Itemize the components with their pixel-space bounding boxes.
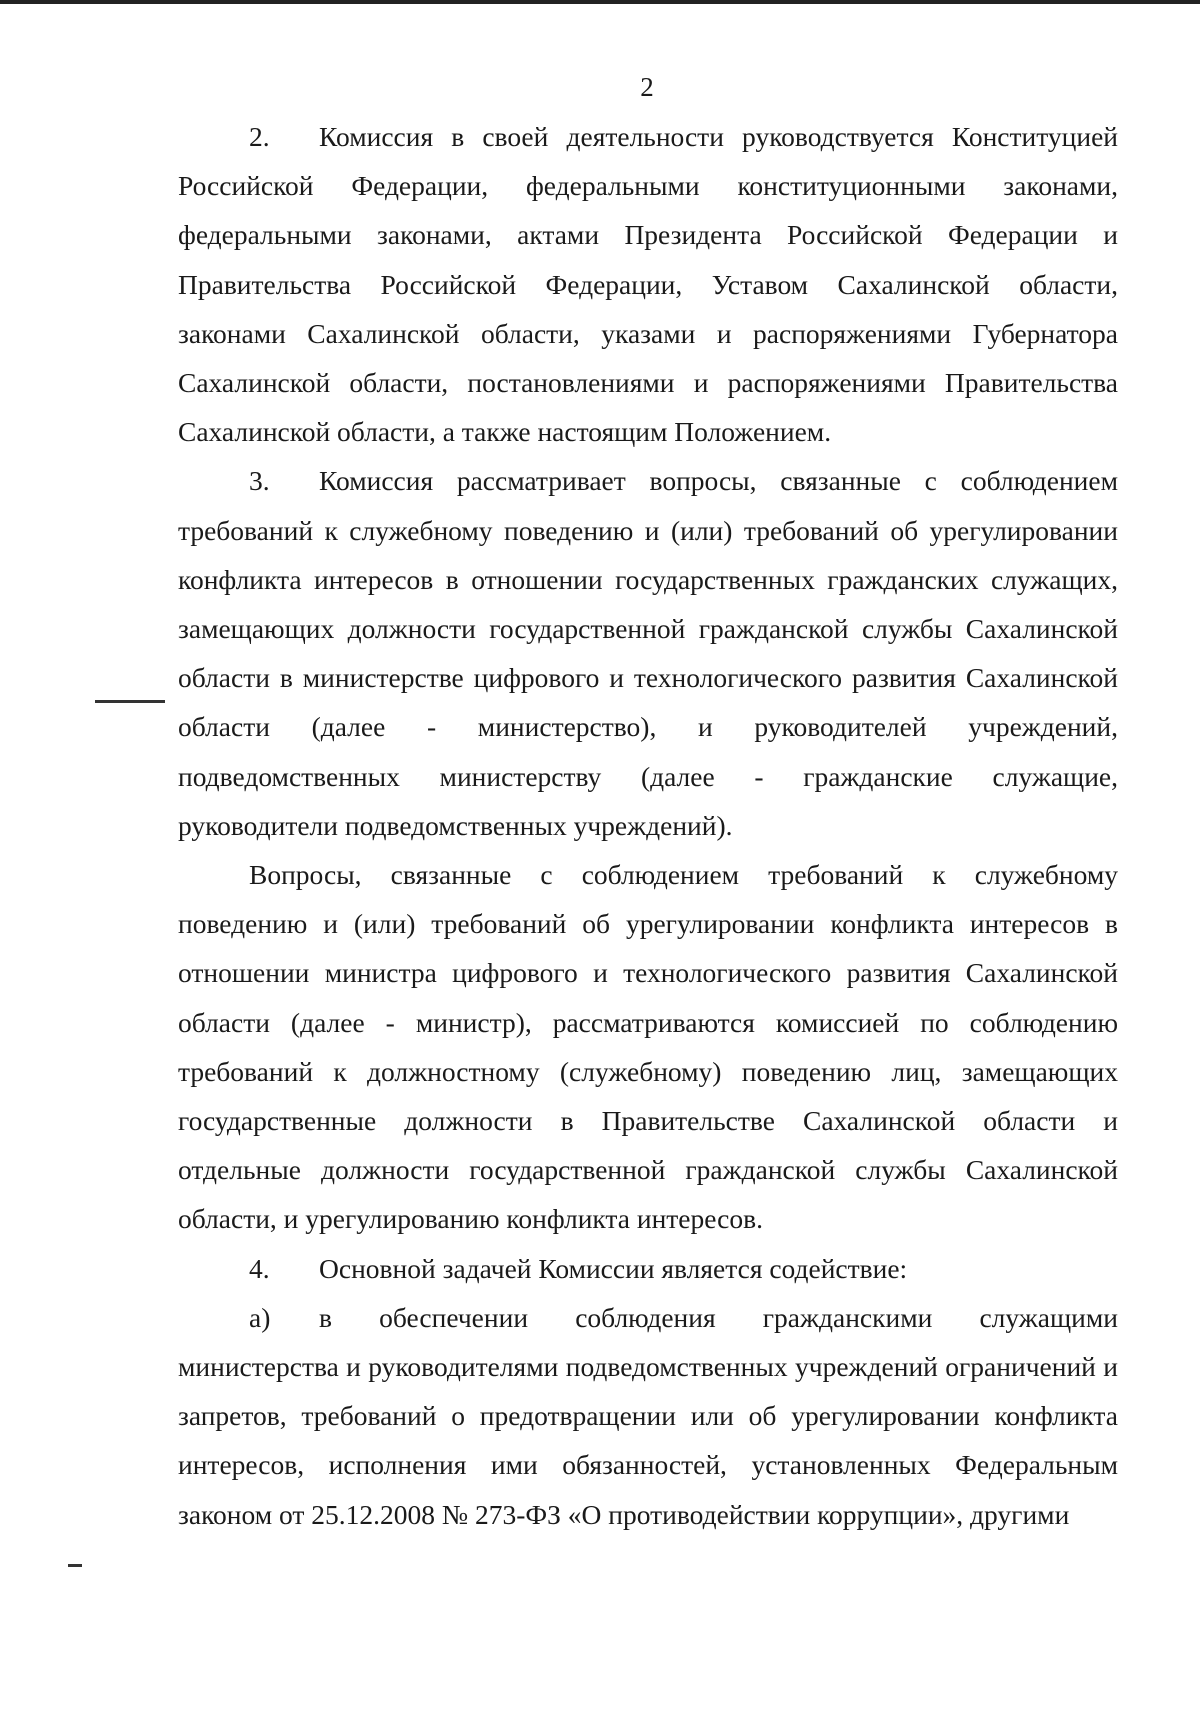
paragraph-3-continued bbox=[178, 850, 1118, 1244]
paragraph-number: 3. bbox=[249, 465, 270, 497]
subparagraph-a bbox=[178, 1293, 1118, 1539]
page-number: 2 bbox=[640, 72, 654, 102]
top-border-line bbox=[0, 0, 1200, 4]
document-body bbox=[178, 112, 1118, 1539]
scan-artifact-mark bbox=[95, 700, 165, 703]
paragraph-text: Основной задачей Комиссии является содействие: bbox=[319, 1252, 908, 1284]
paragraph-3 bbox=[178, 456, 1118, 850]
paragraph-2 bbox=[178, 112, 1118, 456]
paragraph-number: 4. bbox=[249, 1252, 270, 1284]
paragraph-number: 2. bbox=[249, 121, 270, 152]
scan-artifact-mark bbox=[68, 1564, 82, 1567]
paragraph-text: Комиссия в своей деятельности руководствуется Конституцией Российской Федерации, федеральными конституционными законами, федеральными законами, актами Президента Российской Федерации и Правительства Российской Федерации, Уставом Сахалинской области, законами Сахалинской области, указами и распоряжениями Губернатора Сахалинской области, постановлениями и распоряжениями Правительства Сахалинской области, а также настоящим Положением. bbox=[178, 121, 1118, 448]
paragraph-text: в обеспечении соблюдения гражданскими служащими министерства и руководителями подведомственных учреждений ограничений и запретов, требований о предотвращении или об урегулировании конфликта интересов, исполнения ими обязанностей, установленных Федеральным законом от 25.12.2008 № 273-ФЗ «О противодействии коррупции», другими bbox=[178, 1301, 1118, 1530]
paragraph-text: Вопросы, связанные с соблюдением требований к служебному поведению и (или) требований об урегулировании конфликта интересов в отношении министра цифрового и технологического развития Сахалинской области (далее - министр), рассматриваются комиссией по соблюдению требований к должностному (служебному) поведению лиц, замещающих государственные должности в Правительстве Сахалинской области и отдельные должности государственной гражданской службы Сахалинской области, и урегулированию конфликта интересов. bbox=[178, 859, 1118, 1235]
paragraph-text: Комиссия рассматривает вопросы, связанные с соблюдением требований к служебному поведению и (или) требований об урегулировании конфликта интересов в отношении государственных гражданских служащих, замещающих должности государственной гражданской службы Сахалинской области в министерстве цифрового и технологического развития Сахалинской области (далее - министерство), и руководителей учреждений, подведомственных министерству (далее - гражданские служащие, руководители подведомственных учреждений). bbox=[178, 465, 1118, 841]
paragraph-number: а) bbox=[249, 1301, 271, 1333]
paragraph-4 bbox=[178, 1244, 1118, 1293]
